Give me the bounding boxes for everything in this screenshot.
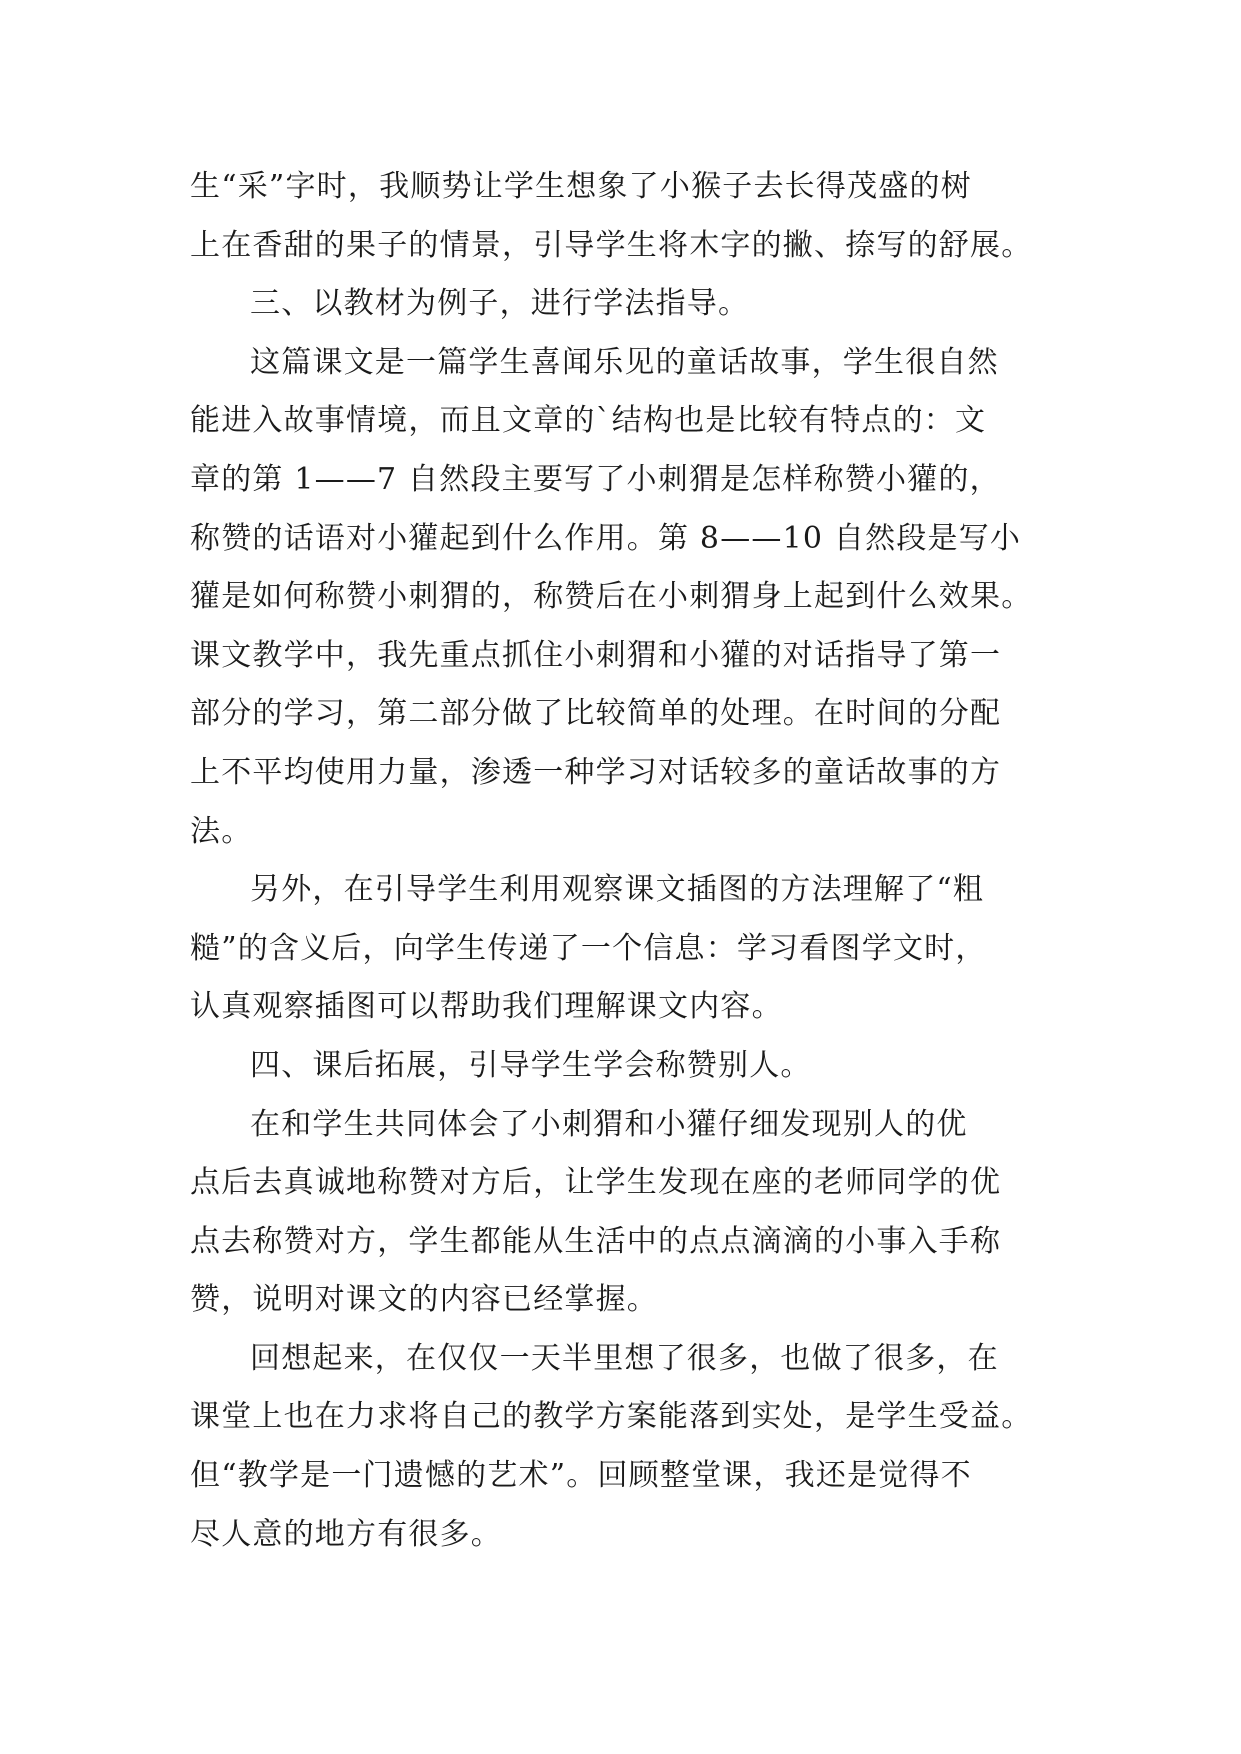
text-line: 四、课后拓展，引导学生学会称赞别人。	[250, 1047, 812, 1083]
text-line: 点后去真诚地称赞对方后，让学生发现在座的老师同学的优	[190, 1165, 1002, 1201]
text-line: 但“教学是一门遗憾的艺术”。回顾整堂课，我还是觉得不	[190, 1458, 972, 1494]
text-line: 法。	[190, 813, 253, 849]
text-line: 称赞的话语对小獾起到什么作用。第 8——10 自然段是写小	[190, 520, 1022, 556]
text-line: 章的第 1——7 自然段主要写了小刺猬是怎样称赞小獾的，	[190, 461, 1001, 497]
text-line: 这篇课文是一篇学生喜闻乐见的童话故事，学生很自然	[250, 344, 999, 380]
text-line: 认真观察插图可以帮助我们理解课文内容。	[190, 989, 783, 1025]
document-body	[190, 158, 1060, 1564]
text-line: 能进入故事情境，而且文章的`结构也是比较有特点的：文	[190, 403, 987, 439]
text-line: 另外，在引导学生利用观察课文插图的方法理解了“粗	[250, 872, 985, 908]
text-line: 赞，说明对课文的内容已经掌握。	[190, 1282, 658, 1318]
text-line: 部分的学习，第二部分做了比较简单的处理。在时间的分配	[190, 696, 1002, 732]
text-line: 点去称赞对方，学生都能从生活中的点点滴滴的小事入手称	[190, 1223, 1002, 1259]
text-line: 课文教学中，我先重点抓住小刺猬和小獾的对话指导了第一	[190, 637, 1002, 673]
text-line: 生“采”字时，我顺势让学生想象了小猴子去长得茂盛的树	[190, 169, 972, 204]
text-line: 尽人意的地方有很多。	[190, 1516, 502, 1552]
text-line: 獾是如何称赞小刺猬的，称赞后在小刺猬身上起到什么效果。	[190, 579, 1033, 615]
text-line: 课堂上也在力求将自己的教学方案能落到实处，是学生受益。	[190, 1399, 1033, 1435]
text-line: 在和学生共同体会了小刺猬和小獾仔细发现别人的优	[250, 1106, 968, 1142]
text-line: 上在香甜的果子的情景，引导学生将木字的撇、捺写的舒展。	[190, 227, 1033, 263]
text-line: 上不平均使用力量，渗透一种学习对话较多的童话故事的方	[190, 754, 1002, 790]
text-line: 糙”的含义后，向学生传递了一个信息：学习看图学文时，	[190, 930, 987, 966]
text-line: 三、以教材为例子，进行学法指导。	[250, 286, 750, 322]
text-line: 回想起来，在仅仅一天半里想了很多，也做了很多，在	[250, 1340, 999, 1376]
